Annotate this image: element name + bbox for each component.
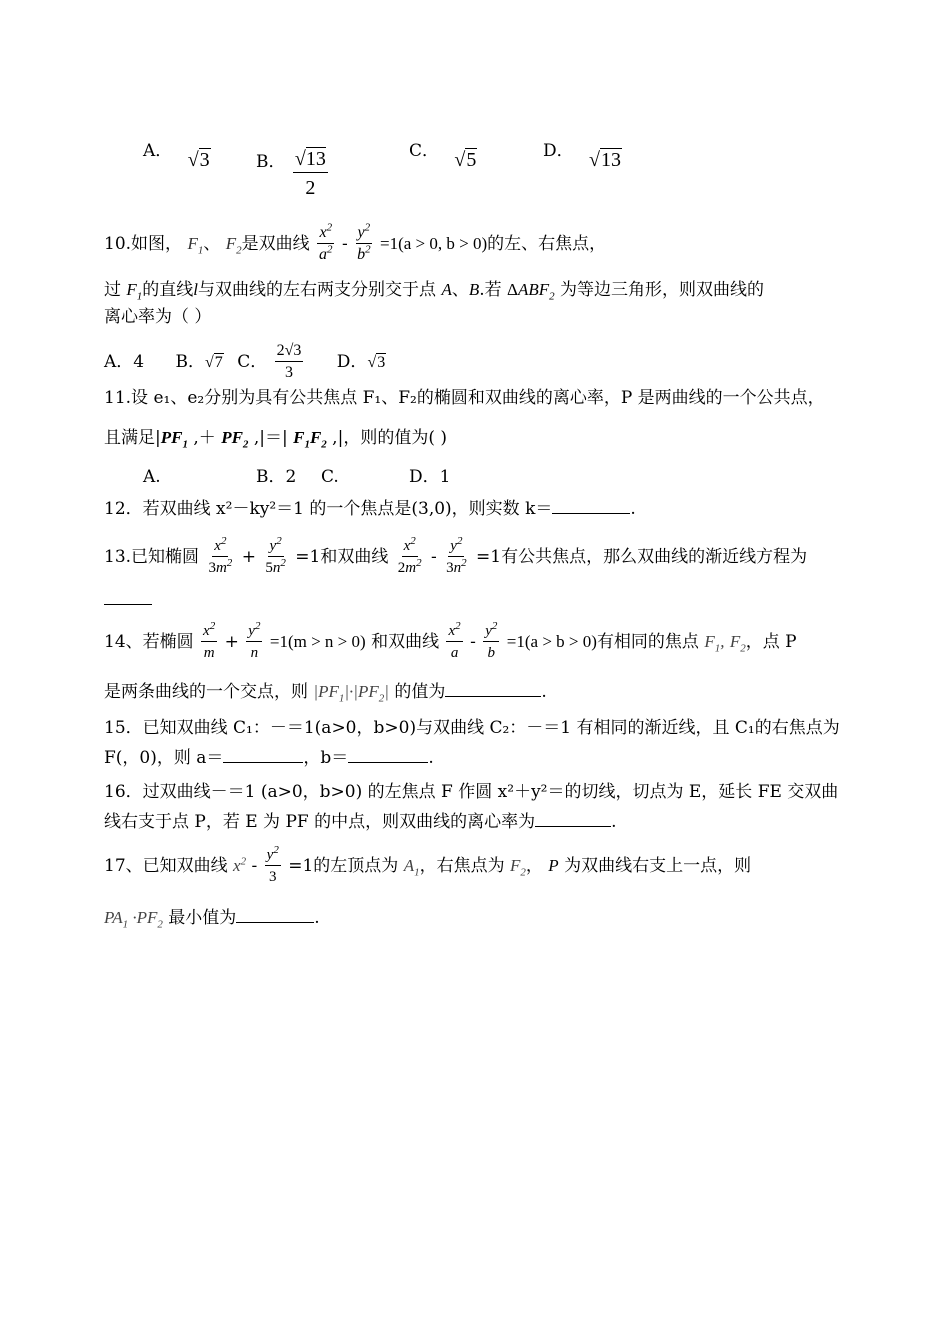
q9-option-a	[143, 138, 210, 171]
vector-pf2: $PF_2$	[221, 428, 249, 451]
radicand: 13	[601, 149, 622, 171]
radicand: 3	[199, 149, 210, 171]
sqrt-expression: √3	[187, 149, 210, 171]
answer-blank[interactable]	[445, 696, 541, 697]
numerator: $y^2$	[268, 536, 284, 557]
answer-blank[interactable]	[535, 826, 611, 827]
sqrt-expression: √5	[454, 149, 477, 171]
numerator: $x^2$	[212, 536, 228, 557]
numerator: $y^2$	[246, 621, 262, 642]
q10-line-1: 10.如图， $F_1$、 $F_2$是双曲线 $\frac{x^2}{a^2}$ - $\frac{y^2}{b^2}$ =1(a > 0, b > 0)的左、右焦点，	[104, 222, 606, 266]
fraction	[263, 536, 288, 579]
fraction	[444, 536, 469, 579]
q17-line-2	[104, 906, 320, 930]
text-span: .	[428, 748, 434, 768]
condition: =1(a > b > 0)	[506, 632, 597, 651]
minus-sign: -	[470, 632, 476, 652]
text-span: 且满足|	[104, 428, 161, 448]
text-span: 为等边三角形，则双曲线的	[560, 280, 765, 300]
q9-option-b	[256, 134, 330, 199]
text-span: .	[630, 499, 636, 519]
q16-line-1: 16．过双曲线－＝1 (a>0，b>0) 的左焦点 F 作圆 x²＋y²＝的切线，切点为 E，延长 FE 交双曲	[104, 782, 839, 802]
q9-option-d	[543, 138, 622, 171]
q11-option-c: C.	[321, 467, 339, 487]
text-span: ，	[525, 856, 543, 876]
denominator: $2m^2$	[397, 557, 422, 576]
q9-option-c	[409, 138, 477, 171]
text-span: ，点 P	[745, 632, 797, 652]
denominator: m	[203, 645, 215, 661]
text-span: 过	[104, 280, 121, 300]
option-label: B．	[256, 152, 286, 172]
answer-blank-b[interactable]	[348, 762, 428, 763]
denominator: $a^2$	[319, 243, 333, 263]
fraction	[206, 536, 234, 579]
text-span: 是两条曲线的一个交点，则	[104, 682, 308, 702]
option-label: C．	[409, 141, 440, 161]
fraction	[201, 621, 217, 664]
question-number: 10.如图，	[104, 234, 183, 254]
point-a: A	[441, 280, 452, 299]
q10-options	[104, 340, 386, 385]
numerator: √13	[293, 146, 328, 173]
text-span: 12．若双曲线 x²－ky²＝1 的一个焦点是(3,0)，则实数 k＝	[104, 499, 553, 519]
text-span: 线右支于点 P，若 E 为 PF 的中点，则双曲线的离心率为	[104, 812, 536, 832]
option-label: D．	[543, 141, 574, 161]
fraction	[293, 146, 328, 203]
numerator: $y^2$	[265, 845, 281, 866]
radicand: 5	[466, 149, 477, 171]
numerator: $x^2$	[402, 536, 418, 557]
q10-option-b: B．	[175, 352, 205, 372]
denominator: $5n^2$	[265, 557, 286, 576]
q10-option-a: A．4	[104, 352, 145, 372]
point-a1: $A_1$	[403, 856, 420, 879]
fraction	[246, 621, 262, 664]
text-span: 有公共焦点，那么双曲线的渐近线方程为	[501, 547, 808, 567]
fraction-y2-b2	[355, 223, 373, 266]
focus-f2: $F_2$	[225, 234, 242, 257]
vector-f1f2: $F_1F_2$	[293, 428, 327, 451]
answer-blank-a[interactable]	[223, 762, 303, 763]
answer-blank[interactable]	[552, 513, 630, 514]
triangle-abf2: $\Delta ABF_2$	[507, 280, 555, 303]
sqrt-expression: √3	[367, 354, 386, 371]
text-span: 为双曲线右支上一点，则	[564, 856, 752, 876]
denominator: 3	[268, 869, 277, 885]
q10-line-2: 过 $F_1$的直线l与双曲线的左右两支分别交于点 A、B.若 $\Delta ABF_2$ 为等边三角形，则双曲线的	[104, 280, 765, 303]
text-span: 与双曲线的左右两支分别交于点	[198, 280, 437, 300]
fraction	[483, 621, 499, 664]
condition: =1(m > n > 0)	[269, 632, 366, 651]
q17-line-1	[104, 844, 751, 888]
radicand: 3	[377, 354, 386, 371]
radicand: 7	[214, 354, 223, 371]
focus-f1: $F_1$	[126, 280, 143, 303]
text-span: 的直线	[142, 280, 194, 300]
text-span: 的左顶点为	[313, 856, 399, 876]
minus-sign: -	[341, 234, 348, 254]
fraction	[275, 341, 304, 384]
plus-sign: +	[241, 547, 256, 567]
point-b: B	[468, 280, 480, 299]
q13-answer-line	[104, 588, 152, 612]
denominator: $3n^2$	[446, 557, 467, 576]
dot-product-expression: $PA_1 \cdot PF_2$	[104, 908, 163, 931]
numerator: $x^2$	[317, 223, 334, 244]
q13-line	[104, 535, 807, 579]
answer-blank[interactable]	[236, 922, 314, 923]
q10-option-d: D．	[336, 352, 368, 372]
q15-line-1: 15．已知双曲线 C₁：－＝1(a>0，b>0)与双曲线 C₂：－＝1 有相同的渐近线，且 C₁的右焦点为	[104, 718, 840, 738]
question-number: 13.已知椭圆	[104, 547, 200, 567]
vector-sep: ,|＝|	[248, 428, 294, 448]
text-span: 最小值为	[168, 908, 237, 928]
numerator: $y^2$	[483, 621, 499, 642]
text-span: .	[611, 812, 617, 832]
vector-sep: ,＋	[187, 428, 222, 448]
text-span: F(，0)，则 a＝	[104, 748, 224, 768]
line-l: l	[193, 280, 199, 299]
q11-option-a: A.	[143, 467, 161, 487]
fraction	[396, 536, 424, 579]
answer-blank[interactable]	[104, 604, 152, 605]
text-span: ，则的值为( )	[343, 428, 447, 448]
sqrt-expression: √7	[205, 354, 223, 371]
text-span: .	[541, 682, 547, 702]
text-span: 是双曲线	[241, 234, 310, 254]
denominator: 3	[285, 364, 293, 381]
numerator: $y^2$	[448, 536, 464, 557]
q14-line-2	[104, 680, 547, 704]
q11-option-b: B．2	[256, 467, 297, 487]
denominator: b	[487, 645, 496, 661]
text-span: .若	[479, 280, 502, 300]
denominator: $b^2$	[357, 243, 371, 263]
text-span: 和双曲线	[371, 632, 440, 652]
q10-option-c: C．	[237, 352, 268, 372]
equals-one: =1	[295, 547, 321, 567]
vector-sep: ,|	[326, 428, 344, 448]
q11-option-d: D．1	[409, 467, 451, 487]
radicand: 3	[293, 342, 302, 359]
fraction	[446, 621, 462, 664]
vector-pf1: $PF_1$	[160, 428, 188, 451]
q15-line-2	[104, 746, 434, 770]
condition: =1	[288, 856, 314, 876]
condition: =1(a > 0, b > 0)	[380, 234, 488, 253]
focus-f1: $F_1$,	[704, 632, 725, 655]
numerator: 2√3	[275, 341, 304, 362]
denominator: n	[250, 645, 259, 661]
fraction-x2-a2	[317, 223, 335, 266]
q12-line	[104, 497, 636, 521]
fraction	[265, 845, 281, 888]
radicand: 13	[305, 148, 326, 170]
numerator: $y^2$	[356, 223, 373, 244]
denominator: a	[450, 645, 459, 661]
q16-line-2	[104, 810, 617, 834]
denominator: $3m^2$	[208, 557, 233, 576]
text-span: 的左、右焦点，	[487, 234, 607, 254]
q10-line-3: 离心率为（ ）	[104, 307, 212, 327]
sqrt-expression: √13	[589, 149, 622, 171]
q14-line-1	[104, 620, 797, 664]
q11-line-2	[104, 426, 447, 450]
q11-line-1: 11.设 e₁、e₂分别为具有公共焦点 F₁、F₂的椭圆和双曲线的离心率，P 是两曲线的一个公共点，	[104, 388, 825, 408]
numerator: $x^2$	[201, 621, 217, 642]
minus-sign: -	[430, 547, 437, 567]
question-number: 14、若椭圆	[104, 632, 194, 652]
numerator: $x^2$	[446, 621, 462, 642]
text-span: 的值为	[394, 682, 446, 702]
text-span: .	[314, 908, 320, 928]
focus-f2: $F_2$	[729, 632, 746, 655]
focus-f1: $F_1$	[187, 234, 204, 257]
option-label: A．	[143, 141, 173, 161]
abs-pf1: $|PF_1|\cdot|PF_2|$	[313, 682, 389, 705]
focus-f2: $F_2$	[510, 856, 526, 879]
equals-one: =1	[476, 547, 502, 567]
text-span: ，b＝	[303, 748, 349, 768]
minus-sign: -	[251, 856, 258, 876]
text-span: 和双曲线	[320, 547, 389, 567]
point-p: P	[548, 856, 559, 875]
question-number: 17、已知双曲线	[104, 856, 228, 876]
text-span: 有相同的焦点	[596, 632, 699, 652]
text-span: ，右焦点为	[419, 856, 505, 876]
denominator: 2	[305, 177, 316, 199]
var-x2: $x^2$	[233, 855, 247, 875]
plus-sign: +	[224, 632, 239, 652]
